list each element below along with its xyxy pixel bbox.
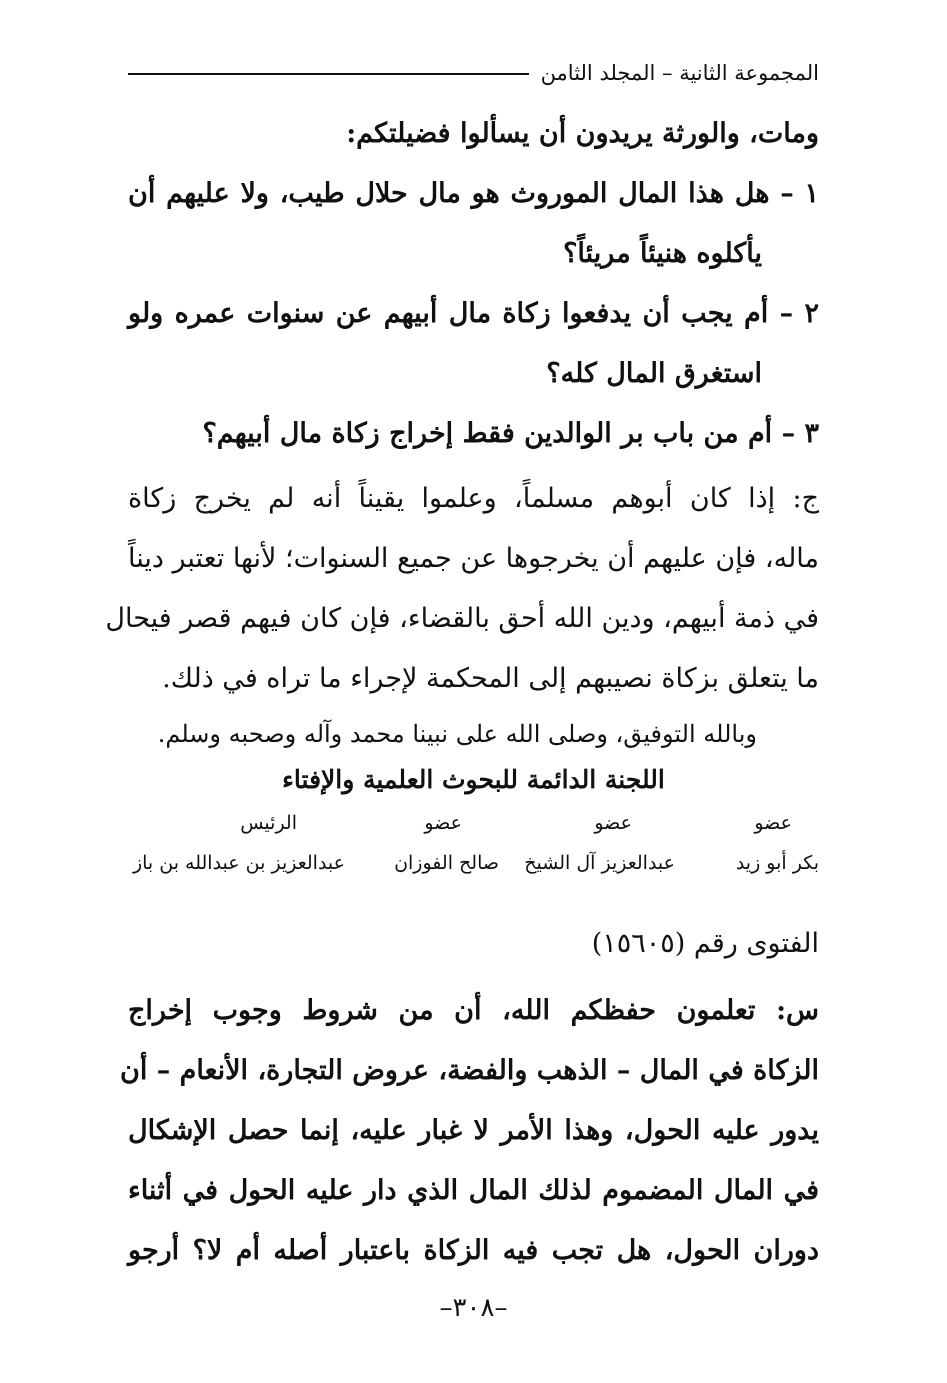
fatwa-question-line-3: يدور عليه الحول، وهذا الأمر لا غبار عليه، إنما حصل الإشكال <box>128 1115 819 1146</box>
member-3-name: صالح الفوزان <box>394 852 499 874</box>
member-1-role: عضو <box>754 812 792 834</box>
answer-line-2: ماله، فإن عليهم أن يخرجوها عن جميع السنوات؛ لأنها تعتبر ديناً <box>128 543 819 574</box>
intro-line: ومات، والورثة يريدون أن يسألوا فضيلتكم: <box>346 118 819 149</box>
question-3-line: ٣ – أم من باب بر الوالدين فقط إخراج زكاة مال أبيهم؟ <box>202 418 819 449</box>
member-1-name: بكر أبو زيد <box>735 852 819 874</box>
member-3-role: عضو <box>424 812 462 834</box>
running-header <box>128 58 819 88</box>
member-4-name: عبدالعزيز بن عبدالله بن باز <box>132 852 345 874</box>
question-2-line-1: ٢ – أم يجب أن يدفعوا زكاة مال أبيهم عن سنوات عمره ولو <box>128 298 819 329</box>
member-4-role: الرئيس <box>240 812 297 834</box>
committee-name: اللجنة الدائمة للبحوث العلمية والإفتاء <box>282 765 665 794</box>
fatwa-question-line-1: س: تعلمون حفظكم الله، أن من شروط وجوب إخراج <box>128 995 819 1026</box>
fatwa-question-line-4: في المال المضموم لذلك المال الذي دار عليه الحول في أثناء <box>128 1175 819 1206</box>
header-rule <box>128 73 529 75</box>
member-2-role: عضو <box>594 812 632 834</box>
question-2-line-2: استغرق المال كله؟ <box>546 358 762 389</box>
question-1-line-1: ١ – هل هذا المال الموروث هو مال حلال طيب، ولا عليهم أن <box>128 178 819 209</box>
answer-line-1: ج: إذا كان أبوهم مسلماً، وعلموا يقيناً أنه لم يخرج زكاة <box>128 483 819 514</box>
fatwa-question-line-2: الزكاة في المال – الذهب والفضة، عروض التجارة، الأنعام – أن <box>120 1055 819 1086</box>
fatwa-question-line-5: دوران الحول، هل تجب فيه الزكاة باعتبار أصله أم لا؟ أرجو <box>128 1235 819 1266</box>
member-2-name: عبدالعزيز آل الشيخ <box>524 852 675 874</box>
closing-line: وبالله التوفيق، وصلى الله على نبينا محمد وآله وصحبه وسلم. <box>157 720 757 748</box>
answer-line-4: ما يتعلق بزكاة نصيبهم إلى المحكمة لإجراء ما تراه في ذلك. <box>162 663 819 694</box>
question-1-line-2: يأكلوه هنيئاً مريئاً؟ <box>563 238 762 269</box>
answer-line-3: في ذمة أبيهم، ودين الله أحق بالقضاء، فإن كان فيهم قصر فيحال <box>105 603 819 634</box>
header-title: المجموعة الثانية – المجلد الثامن <box>540 61 819 85</box>
fatwa-number: الفتوى رقم (١٥٦٠٥) <box>591 928 819 959</box>
page-number: –٣٠٨– <box>439 1293 508 1323</box>
